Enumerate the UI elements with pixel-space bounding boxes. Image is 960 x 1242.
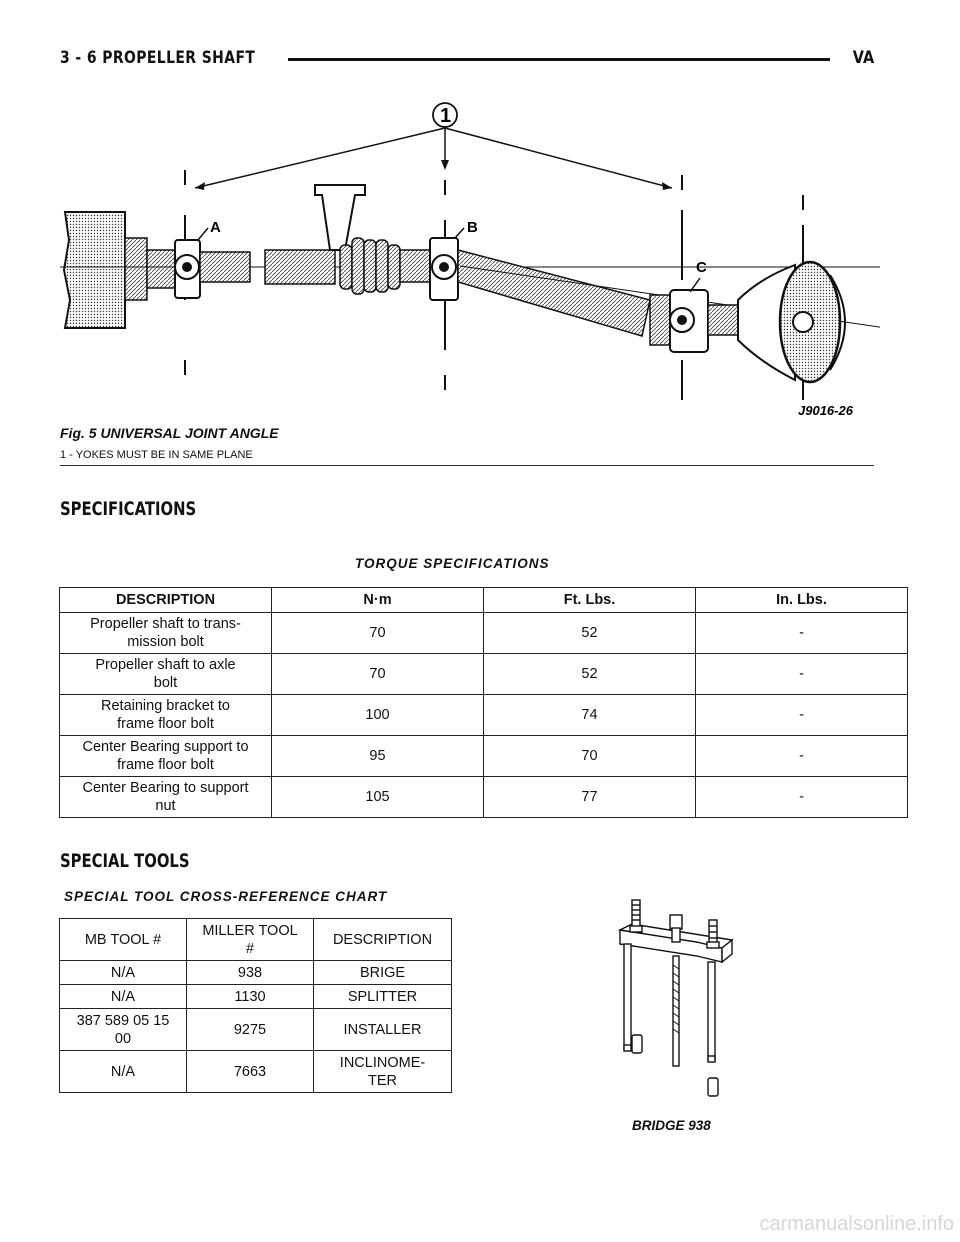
cell-miller: 1130	[187, 985, 314, 1009]
bridge-938-illustration	[612, 890, 742, 1100]
cell-miller: 938	[187, 961, 314, 985]
cell-description: Center Bearing to support nut	[60, 777, 272, 818]
cell-ft: 77	[484, 777, 696, 818]
cell-ft: 70	[484, 736, 696, 777]
col-mb-tool: MB TOOL #	[60, 919, 187, 961]
cell-mb: N/A	[60, 1051, 187, 1093]
table-row	[60, 736, 908, 777]
col-miller-tool: MILLER TOOL #	[187, 919, 314, 961]
cell-nm: 95	[272, 736, 484, 777]
table-row	[60, 695, 908, 736]
table-row	[60, 1051, 452, 1093]
torque-specifications-table	[59, 587, 908, 818]
cell-description: Retaining bracket to frame floor bolt	[60, 695, 272, 736]
col-nm: N·m	[272, 588, 484, 613]
cell-description: Center Bearing support to frame floor bolt	[60, 736, 272, 777]
header-rule	[288, 58, 830, 61]
table-row	[60, 961, 452, 985]
cell-description: Propeller shaft to trans- mission bolt	[60, 613, 272, 654]
label-a: A	[210, 219, 221, 236]
cell-nm: 70	[272, 654, 484, 695]
col-description: DESCRIPTION	[314, 919, 452, 961]
cell-ft: 52	[484, 613, 696, 654]
label-b: B	[467, 219, 478, 236]
drawing-id: J9016-26	[798, 403, 853, 418]
cell-miller: 7663	[187, 1051, 314, 1093]
cell-ft: 74	[484, 695, 696, 736]
torque-table-title: TORQUE SPECIFICATIONS	[355, 556, 550, 571]
page-reference: 3 - 6 PROPELLER SHAFT	[60, 48, 256, 68]
cell-mb: N/A	[60, 985, 187, 1009]
cell-nm: 70	[272, 613, 484, 654]
cell-ft: 52	[484, 654, 696, 695]
cell-miller: 9275	[187, 1009, 314, 1051]
cell-in: -	[696, 654, 908, 695]
bridge-caption: BRIDGE 938	[632, 1118, 711, 1133]
cell-in: -	[696, 695, 908, 736]
special-tools-heading: SPECIAL TOOLS	[60, 850, 190, 872]
cell-mb: N/A	[60, 961, 187, 985]
callout-1: 1	[440, 105, 452, 127]
table-header-row	[60, 588, 908, 613]
transmission-housing	[64, 212, 125, 328]
col-in-lbs: In. Lbs.	[696, 588, 908, 613]
table-row	[60, 985, 452, 1009]
figure-caption: Fig. 5 UNIVERSAL JOINT ANGLE	[60, 425, 279, 441]
cell-description: INCLINOME- TER	[314, 1051, 452, 1093]
table-row	[60, 777, 908, 818]
cell-description: INSTALLER	[314, 1009, 452, 1051]
cell-in: -	[696, 777, 908, 818]
figure-rule	[60, 465, 874, 466]
cell-description: SPLITTER	[314, 985, 452, 1009]
universal-joint-angle-figure	[60, 100, 880, 420]
table-header-row	[60, 919, 452, 961]
page-header	[60, 48, 874, 72]
table-row	[60, 654, 908, 695]
vehicle-code: VA	[852, 48, 874, 68]
label-c: C	[696, 259, 707, 276]
specifications-heading: SPECIFICATIONS	[60, 498, 197, 520]
special-tool-table	[59, 918, 452, 1093]
col-description: DESCRIPTION	[60, 588, 272, 613]
figure-legend: 1 - YOKES MUST BE IN SAME PLANE	[60, 449, 253, 461]
cell-description: Propeller shaft to axle bolt	[60, 654, 272, 695]
cell-in: -	[696, 736, 908, 777]
cell-nm: 105	[272, 777, 484, 818]
table-row	[60, 613, 908, 654]
cell-mb: 387 589 05 15 00	[60, 1009, 187, 1051]
col-ft-lbs: Ft. Lbs.	[484, 588, 696, 613]
cell-in: -	[696, 613, 908, 654]
table-row	[60, 1009, 452, 1051]
cell-nm: 100	[272, 695, 484, 736]
watermark: carmanualsonline.info	[759, 1213, 954, 1235]
tool-chart-title: SPECIAL TOOL CROSS-REFERENCE CHART	[64, 889, 388, 904]
center-bearing-boot	[340, 238, 400, 294]
cell-description: BRIGE	[314, 961, 452, 985]
